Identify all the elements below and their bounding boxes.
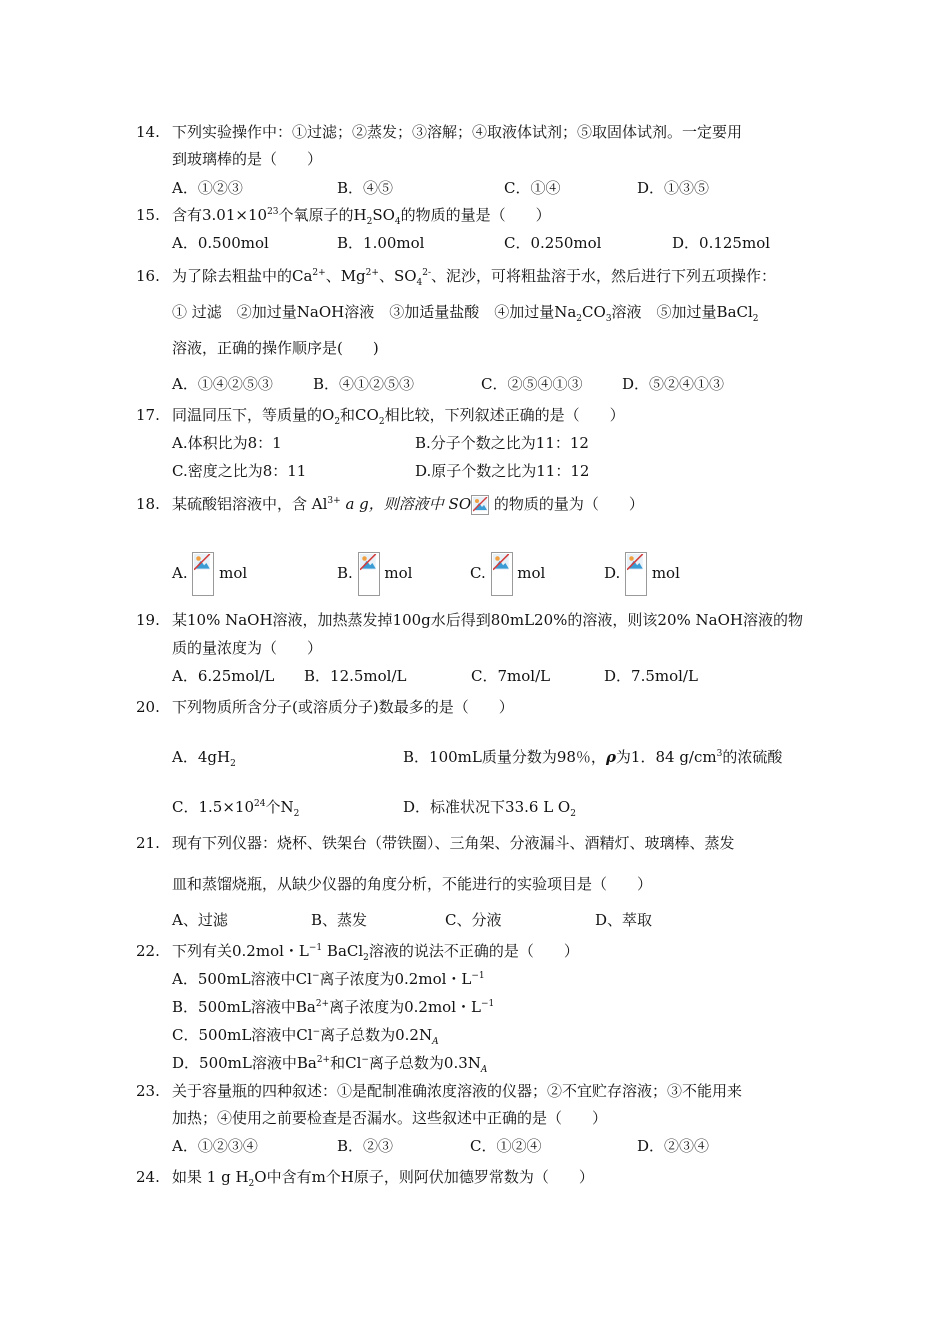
question-20-line-1: 20. 下列物质所含分子(或溶质分子)数最多的是（ ） xyxy=(136,698,514,716)
option-a: A．$4gH_2$ xyxy=(172,748,236,769)
option-a: A．0.500mol xyxy=(172,234,269,252)
option-d: D. mol xyxy=(604,552,680,596)
question-16-line-3: 溶液，正确的操作顺序是( ) xyxy=(172,339,379,357)
question-14-line-2: 到玻璃棒的是（ ） xyxy=(172,150,323,168)
broken-image-icon xyxy=(625,552,647,596)
option-d: D．7.5mol/L xyxy=(604,667,698,685)
broken-image-icon xyxy=(471,495,489,515)
option-d: D．①③⑤ xyxy=(637,179,710,197)
option-a: A．①②③④ xyxy=(172,1137,258,1155)
question-16-line-1: 16. 为了除去粗盐中的$Ca^{2+}$、$Mg^{2+}$、$SO_4^{2-}$、泥沙，可将粗盐溶于水，然后进行下列五项操作： xyxy=(136,267,777,288)
option-b: B．②③ xyxy=(337,1137,394,1155)
broken-image-icon xyxy=(192,552,214,596)
option-c: C．0.250mol xyxy=(504,234,602,252)
option-b: B．④①②⑤③ xyxy=(313,375,415,393)
option-b: B.分子个数之比为11：12 xyxy=(415,434,589,452)
option-d: D．标准状况下33.6 L $O_2$ xyxy=(403,798,576,819)
option-b: B、蒸发 xyxy=(311,911,368,929)
option-a: A、过滤 xyxy=(172,911,228,929)
option-d: D．500mL溶液中$Ba^{2+}$和Cl−离子总数为$0.3N_A$ xyxy=(172,1054,488,1075)
question-17-line-1: 17. 同温同压下，等质量的$O_2$和$CO_2$相比较，下列叙述正确的是（ ） xyxy=(136,406,625,427)
option-c: C.密度之比为8：11 xyxy=(172,462,307,480)
question-21-line-2: 皿和蒸馏烧瓶，从缺少仪器的角度分析，不能进行的实验项目是（ ） xyxy=(172,875,653,893)
option-d: D．0.125mol xyxy=(672,234,771,252)
question-15-line-1: 15. 含有$3.01\times 10^{23}$个氧原子的$H_2SO_4$的物质的量是（ ） xyxy=(136,206,551,227)
option-c: C．7mol/L xyxy=(471,667,551,685)
question-14-line-1: 14. 下列实验操作中：①过滤；②蒸发；③溶解；④取液体试剂；⑤取固体试剂。一定要用 xyxy=(136,123,743,141)
option-a: A．①④②⑤③ xyxy=(172,375,273,393)
option-a: A．6.25mol/L xyxy=(172,667,275,685)
option-d: D．②③④ xyxy=(637,1137,710,1155)
question-22-line-1: 22. 下列有关0.2mol・$L^{-1}$ BaCl$_2$溶液的说法不正确的是（ ） xyxy=(136,942,579,963)
option-b: B．500mL溶液中$Ba^{2+}$离子浓度为0.2mol・$L^{-1}$ xyxy=(172,998,495,1016)
option-d: D、萃取 xyxy=(595,911,653,929)
question-16-line-2: ① 过滤 ②加过量NaOH溶液 ③加适量盐酸 ④加过量$Na_2CO_3$溶液 ⑤加过量BaCl$_2$ xyxy=(172,303,759,324)
question-23-line-1: 23. 关于容量瓶的四种叙述：①是配制准确浓度溶液的仪器；②不宜贮存溶液；③不能用来 xyxy=(136,1082,743,1100)
question-number: 14. xyxy=(136,123,160,141)
broken-image-icon xyxy=(491,552,513,596)
broken-image-icon xyxy=(358,552,380,596)
option-b: B．12.5mol/L xyxy=(304,667,407,685)
option-d: D．⑤②④①③ xyxy=(622,375,725,393)
question-19-line-1: 19. 某10% NaOH溶液，加热蒸发掉100g水后得到80mL20%的溶液，则该20% NaOH溶液的物 xyxy=(136,611,803,629)
question-21-line-1: 21. 现有下列仪器：烧杯、铁架台（带铁圈）、三角架、分液漏斗、酒精灯、玻璃棒、蒸发 xyxy=(136,834,735,852)
option-a: A．500mL溶液中Cl−离子浓度为0.2mol・$L^{-1}$ xyxy=(172,970,485,988)
option-b: B．1.00mol xyxy=(337,234,425,252)
option-c: C．②⑤④①③ xyxy=(481,375,583,393)
option-b: B. mol xyxy=(337,552,412,596)
option-c: C．$1.5\times 10^{24}$个$N_2$ xyxy=(172,798,300,819)
question-24-line-1: 24. 如果 1 g $H_2O$中含有m个H原子，则阿伏加德罗常数为（ ） xyxy=(136,1168,594,1189)
option-d: D.原子个数之比为11：12 xyxy=(415,462,590,480)
option-c: C、分液 xyxy=(445,911,502,929)
option-a: A. mol xyxy=(172,552,247,596)
option-a: A.体积比为8：1 xyxy=(172,434,282,452)
question-19-line-2: 质的量浓度为（ ） xyxy=(172,639,323,657)
option-c: C. mol xyxy=(470,552,545,596)
option-c: C．①④ xyxy=(504,179,561,197)
question-23-line-2: 加热；④使用之前要检查是否漏水。这些叙述中正确的是（ ） xyxy=(172,1109,608,1127)
question-18-line-1: 18. 某硫酸铝溶液中，含 $Al^{3+}$ a g，则溶液中 SO 的物质的量为（ ） xyxy=(136,495,644,513)
option-c: C．500mL溶液中Cl−离子总数为$0.2N_A$ xyxy=(172,1026,439,1047)
option-a: A．①②③ xyxy=(172,179,243,197)
option-c: C．①②④ xyxy=(470,1137,542,1155)
option-b: B．100mL质量分数为98％，ρ为1．84 $g/cm^3$的浓硫酸 xyxy=(403,748,783,766)
option-b: B．④⑤ xyxy=(337,179,394,197)
